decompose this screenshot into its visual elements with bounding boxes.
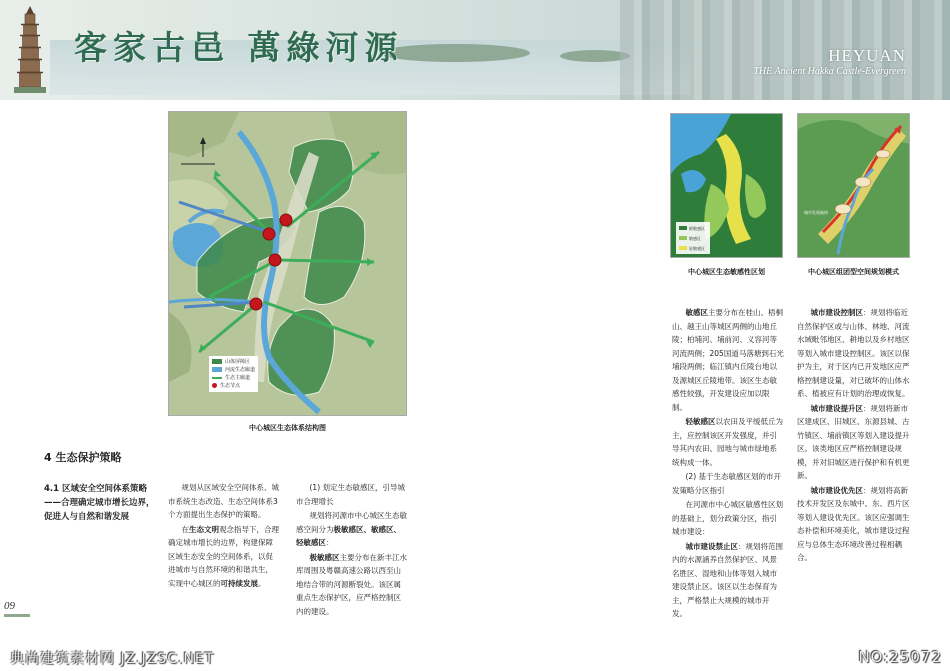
- text-column-4: [797, 306, 911, 566]
- col3-paragraph: 敏感区主要分布在桂山、梧桐山、越王山等城区两侧的山地丘陵；柏埔河、埔前河、义容河等河流两侧；205国道马落塘到石光埔段两侧；临江镇内丘陵台地以及源城区丘陵地带。该区生态敏感性较强，开发建设应加以限制。: [672, 308, 784, 412]
- sensitivity-zoning-graphic: [671, 114, 783, 258]
- header-banner: [0, 0, 950, 100]
- col3-paragraph: 轻敏感区以农田及平缓低丘为主，应控制该区开发强度，并引导其内农田、园地与城市绿地系统构成一体。: [672, 417, 783, 467]
- sensitivity-zoning-map: [670, 113, 783, 258]
- header-title-en: [753, 46, 906, 77]
- ecology-structure-map-graphic: [169, 112, 407, 416]
- col4-paragraph: 城市建设提升区：规划将新市区建成区、旧城区、东源县城、古竹镇区、埔前镇区等划入建设提升区。该类地区应严格控制建设规模，并对旧城区进行保护和有机更新。: [797, 403, 910, 480]
- fig1-legend-3: 轻敏感区: [689, 246, 705, 251]
- legend-item: 山体屏障区: [212, 358, 255, 366]
- text-column-3: [672, 306, 784, 622]
- header-heyuan: HEYUAN: [828, 46, 906, 65]
- col3-paragraph: 城市建设禁止区：规划将范围内的水源涵养自然保护区、风景名胜区、湿地和山体等划入城市建设禁止区。该区以生态保育为主，严格禁止大规模的城市开发。: [672, 541, 783, 618]
- col4-paragraph: 城市建设控制区：规划将临近自然保护区或与山体、林地、河流水域毗邻地区、耕地以及乡村地区等划入城市建设控制区。该区以保护为主，对于区内已开发地区应严格控制建设量，对已破坏的山体水系、植被应有计划的治理或恢复。: [797, 308, 910, 398]
- map-legend: [209, 356, 258, 392]
- col1-paragraph: 在生态文明观念指导下，合理确定城市增长的边界，构建保障区域生态安全的空间体系，以促进城市与自然环境的和谐共生，实现中心城区的可持续发展。: [168, 524, 279, 588]
- cluster-spatial-map: [797, 113, 910, 258]
- section-subheading: 4.1 区域安全空间体系策略——合理确定城市增长边界，促进人与自然和谐发展: [44, 484, 155, 522]
- main-map-caption: 中心城区生态体系结构图: [249, 424, 326, 432]
- fig1-caption: 中心城区生态敏感性区划: [688, 268, 765, 276]
- col2-paragraph: 规划将河源市中心城区生态敏感空间分为极敏感区、敏感区、轻敏感区：: [296, 511, 407, 547]
- col1-paragraph: 规划从区域安全空间体系、城市系统生态改造、生态空间体系3个方面提出生态保护的策略。: [168, 483, 279, 519]
- cluster-spatial-graphic: [798, 114, 910, 258]
- fig1-legend-1: 极敏感区: [689, 226, 705, 231]
- header-title: 客家古邑 萬綠河源: [74, 28, 404, 67]
- text-column-2: [296, 481, 408, 619]
- ecology-structure-map: [168, 111, 407, 416]
- legend-item: 河流生态廊道: [212, 366, 255, 374]
- legend-item: 生态主廊道: [212, 374, 255, 382]
- fig2-axis-label: 城市发展轴线: [804, 210, 828, 215]
- page-number: 09: [4, 600, 15, 612]
- section-heading: 4 生态保护策略: [44, 451, 122, 464]
- pagoda-icon: [8, 6, 52, 96]
- col3-paragraph: 在河源市中心城区敏感性区划的基础上，划分政策分区，指引城市建设：: [672, 500, 783, 536]
- text-column-1: [168, 481, 280, 591]
- col3-paragraph: (2) 基于生态敏感区划的市开发策略分区指引: [672, 472, 782, 495]
- fig2-caption: 中心城区组团型空间规划模式: [808, 268, 899, 276]
- header-subtitle: THE Ancient Hakka Castle-Evergreen: [753, 66, 906, 77]
- col4-paragraph: 城市建设优先区：规划将高新技术开发区及东城中、东、西片区等划入建设优先区。该区应强调生态补偿和环境美化，城市建设过程应与总体生态环境改善过程相耦合。: [797, 485, 910, 562]
- legend-item: 生态节点: [212, 382, 255, 390]
- watermark-site: 典尚建筑素材网 JZ.JZSC.NET: [10, 651, 215, 667]
- col2-paragraph: 极敏感区主要分布在新丰江水库周围及粤赣高速公路以西至山地结合带的河源断裂处。该区属重点生态保护区，应严格控制区内的建设。: [296, 552, 407, 616]
- col2-paragraph: (1) 划定生态敏感区，引导城市合理增长: [296, 483, 406, 506]
- page-number-rule: [4, 614, 30, 617]
- fig1-legend-2: 敏感区: [689, 236, 701, 241]
- watermark-number: NO:25072: [858, 648, 942, 666]
